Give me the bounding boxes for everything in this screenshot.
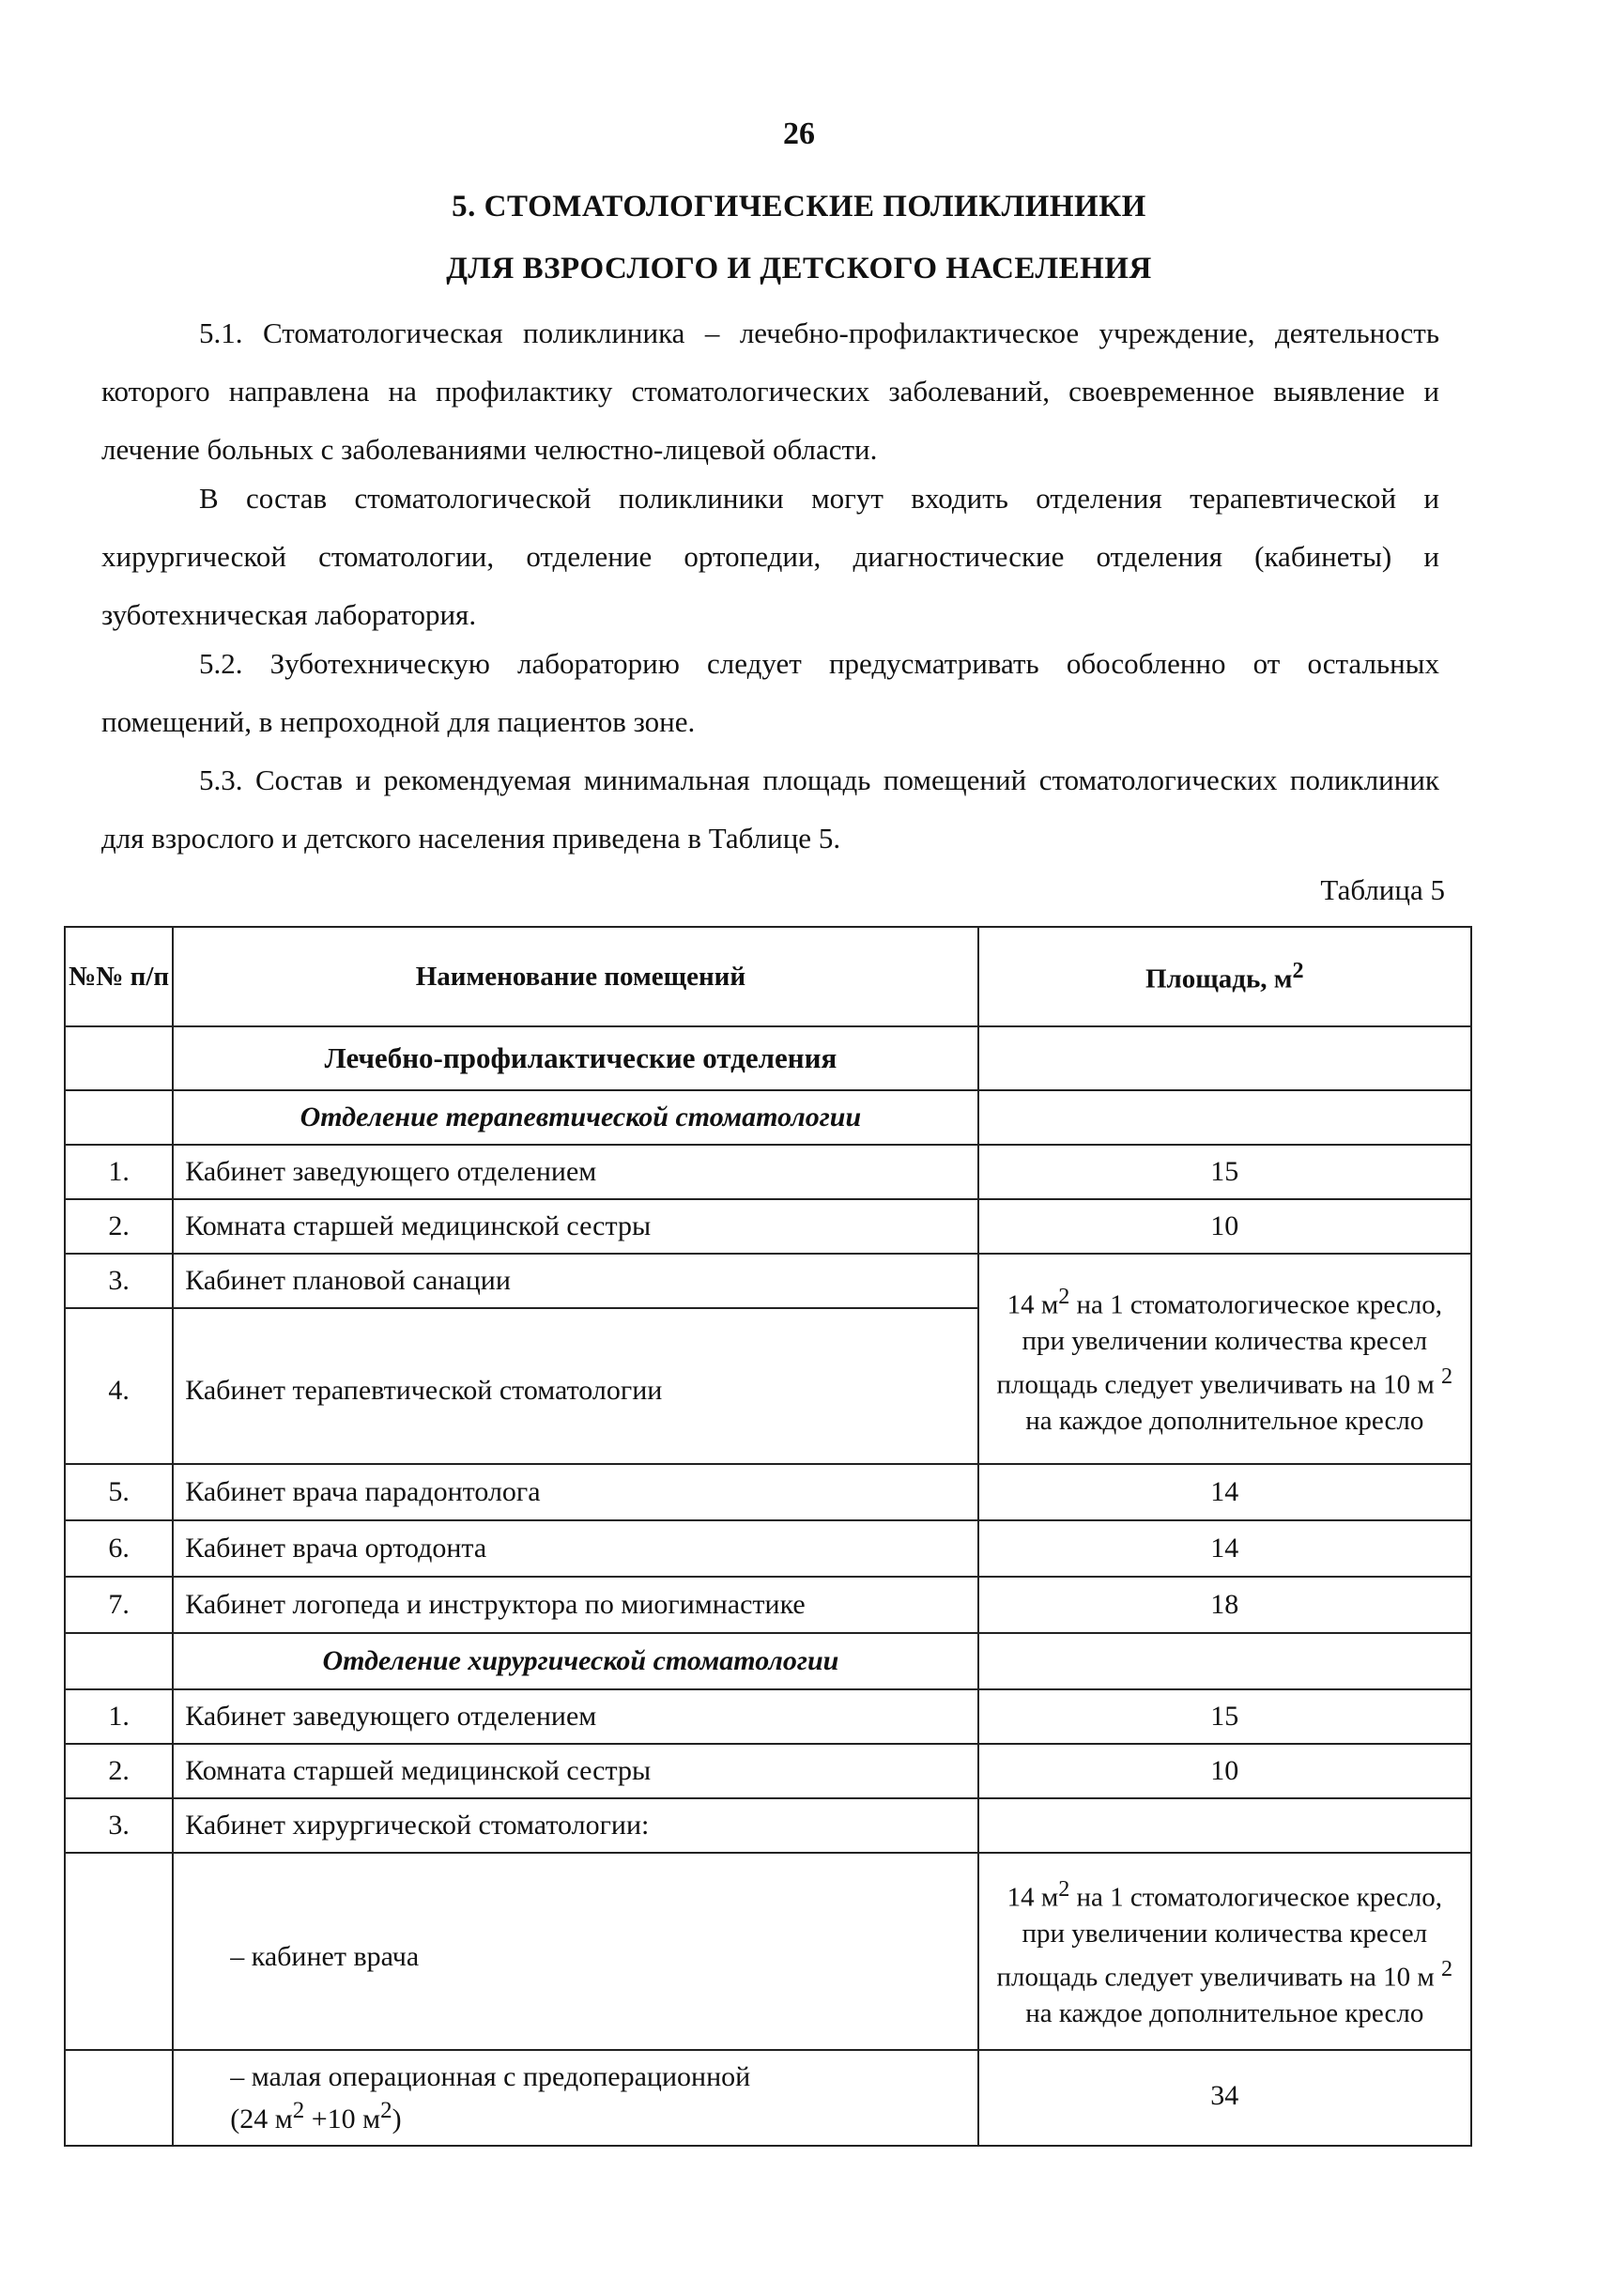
header-area-sup: 2 [1292,958,1304,984]
empty-cell [65,1633,173,1689]
header-number: №№ п/п [65,927,173,1026]
empty-cell [65,1853,173,2050]
room-name-line: (24 м [230,2103,293,2134]
name-sup: 2 [380,2097,392,2123]
note-text: на 1 стоматологическое кресло, при увеличении количества кресел площадь следует увеличивать на 10 м [996,1883,1443,1993]
row-number: 1. [65,1145,173,1199]
table-row [65,1798,1471,1853]
room-area: 34 [978,2050,1471,2146]
room-name [173,2050,977,2146]
table-header-row [65,927,1471,1026]
room-area: 15 [978,1145,1471,1199]
header-room-name: Наименование помещений [173,927,977,1026]
empty-cell [65,1090,173,1145]
note-sup: 2 [1058,1876,1070,1903]
room-name-line: +10 м [304,2103,381,2134]
room-area: 15 [978,1689,1471,1744]
note-text: 14 м [1006,1290,1059,1320]
row-number: 6. [65,1520,173,1577]
page-number: 26 [783,116,815,151]
table-row [65,1744,1471,1798]
table-row [65,1577,1471,1633]
note-text: на 1 стоматологическое кресло, при увеличении количества кресел площадь следует увеличивать на 10 м [996,1290,1443,1400]
room-name: Кабинет заведующего отделением [173,1689,977,1744]
room-name: Кабинет плановой санации [173,1254,977,1308]
room-area: 14 [978,1464,1471,1520]
room-name: Кабинет терапевтической стоматологии [173,1308,977,1464]
note-sup: 2 [1441,1364,1453,1389]
room-name: Кабинет врача парадонтолога [173,1464,977,1520]
empty-cell [65,1026,173,1090]
room-name: Комната старшей медицинской сестры [173,1199,977,1254]
paragraph-text: 5.3. Состав и рекомендуемая минимальная площадь помещений стоматологических поликлиник для взрослого и детского населения приведена в Таблице 5. [101,763,1439,855]
section-row [65,1026,1471,1090]
table-row [65,2050,1471,2146]
header-area [978,927,1471,1026]
subsection-row-therapeutic [65,1090,1471,1145]
chair-area-note [978,1853,1471,2050]
room-area: 18 [978,1577,1471,1633]
table-row [65,1199,1471,1254]
empty-cell [978,1798,1471,1853]
chair-area-note [978,1254,1471,1464]
note-text: на каждое дополнительное кресло [1025,1997,1424,2028]
subsection-title: Отделение терапевтической стоматологии [173,1090,977,1145]
table-row [65,1520,1471,1577]
paragraph-5-3 [101,751,1439,868]
table-caption: Таблица 5 [1320,873,1445,906]
table-row [65,1254,1471,1308]
room-name: Комната старшей медицинской сестры [173,1744,977,1798]
room-name-line: – малая операционная с предоперационной [230,2060,751,2092]
room-name: Кабинет хирургической стоматологии: [173,1798,977,1853]
table-row [65,1464,1471,1520]
subsection-row-surgical [65,1633,1471,1689]
empty-cell [65,2050,173,2146]
room-area: 10 [978,1744,1471,1798]
paragraph-composition [101,470,1439,644]
room-area: 10 [978,1199,1471,1254]
paragraph-text: 5.2. Зуботехническую лабораторию следует предусматривать обособленно от остальных помещений, в непроходной для пациентов зоне. [101,647,1439,738]
note-sup: 2 [1058,1284,1070,1310]
room-name-line: ) [392,2103,402,2134]
note-sup: 2 [1441,1956,1453,1981]
row-number: 7. [65,1577,173,1633]
subsection-title: Отделение хирургической стоматологии [173,1633,977,1689]
note-text: 14 м [1006,1883,1059,1913]
section-title: Лечебно-профилактические отделения [173,1026,977,1090]
row-number: 1. [65,1689,173,1744]
empty-cell [978,1090,1471,1145]
section-title-line-1: 5. СТОМАТОЛОГИЧЕСКИЕ ПОЛИКЛИНИКИ [452,190,1146,223]
table-row [65,1145,1471,1199]
header-area-text: Площадь, м [1145,963,1293,994]
note-text: на каждое дополнительное кресло [1025,1405,1424,1436]
row-number: 2. [65,1199,173,1254]
row-number: 3. [65,1254,173,1308]
empty-cell [978,1633,1471,1689]
room-area: 14 [978,1520,1471,1577]
paragraph-text: В состав стоматологической поликлиники могут входить отделения терапевтической и хирургической стоматологии, отделение ортопедии, диагностические отделения (кабинеты) и зуботехническая лаборатория. [101,482,1439,631]
room-name: Кабинет логопеда и инструктора по миогимнастике [173,1577,977,1633]
room-name: Кабинет врача ортодонта [173,1520,977,1577]
name-sup: 2 [292,2097,305,2123]
empty-cell [978,1026,1471,1090]
table-row [65,1689,1471,1744]
table-row [65,1853,1471,2050]
rooms-area-table [64,926,1472,2147]
room-name: Кабинет заведующего отделением [173,1145,977,1199]
paragraph-text: 5.1. Стоматологическая поликлиника – лечебно-профилактическое учреждение, деятельность которого направлена на профилактику стоматологических заболеваний, своевременное выявление и лечение больных с заболеваниями челюстно-лицевой области. [101,316,1439,466]
row-number: 5. [65,1464,173,1520]
paragraph-5-1 [101,304,1439,479]
row-number: 2. [65,1744,173,1798]
paragraph-5-2 [101,635,1439,751]
room-name: – кабинет врача [173,1853,977,2050]
section-title-line-2: ДЛЯ ВЗРОСЛОГО И ДЕТСКОГО НАСЕЛЕНИЯ [446,252,1152,285]
row-number: 4. [65,1308,173,1464]
row-number: 3. [65,1798,173,1853]
